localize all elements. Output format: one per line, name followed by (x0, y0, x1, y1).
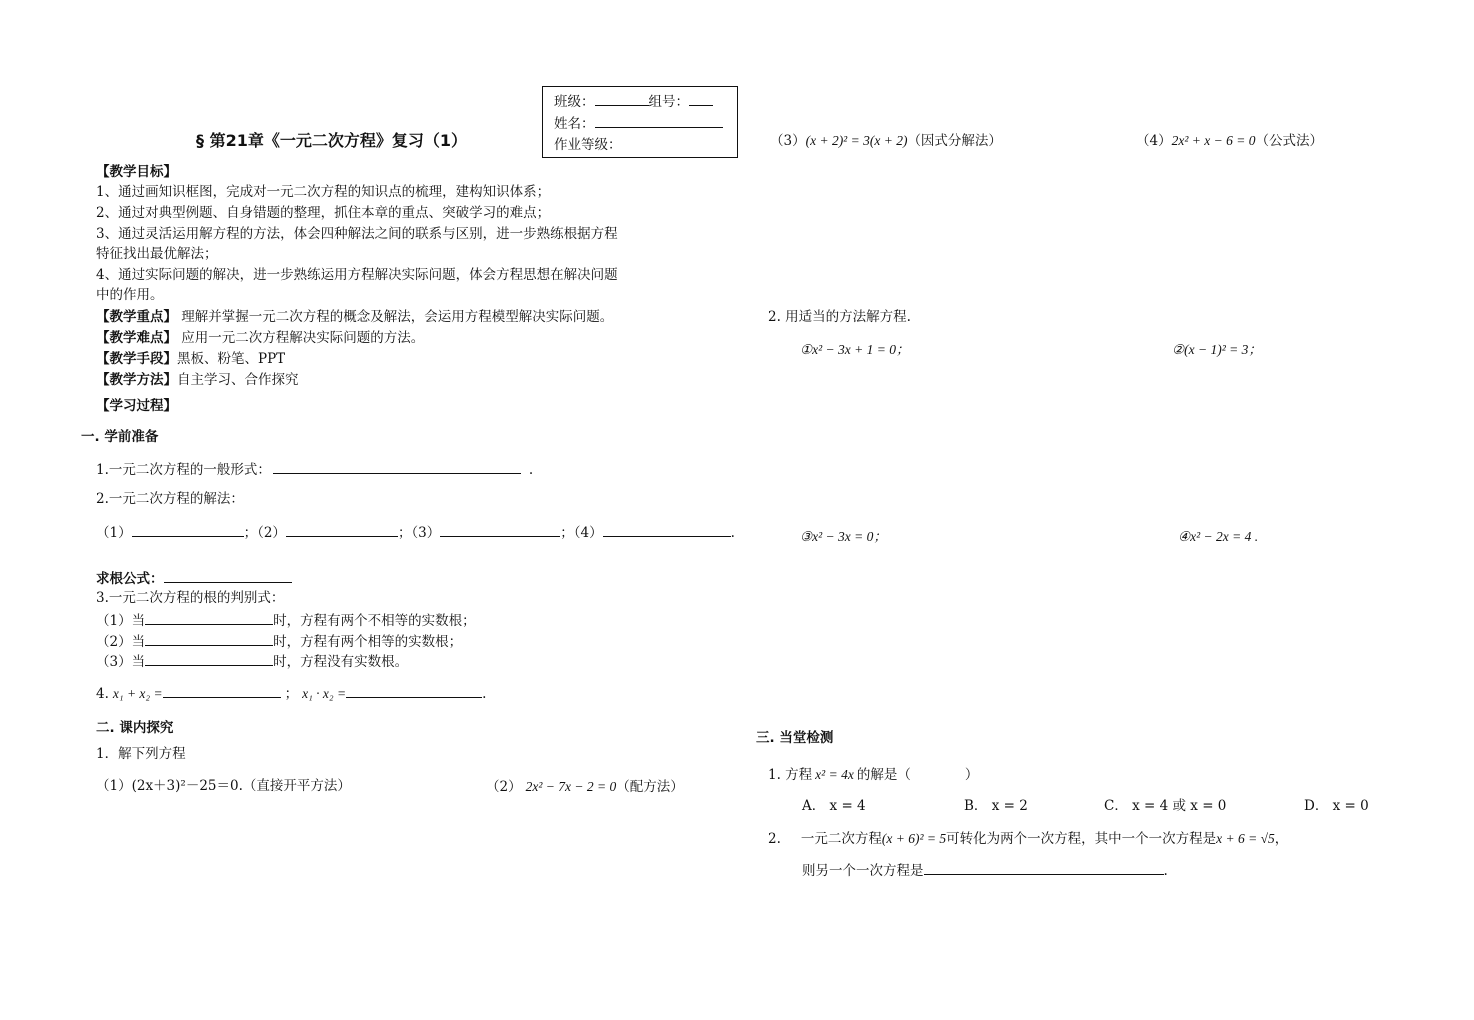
name-blank[interactable] (595, 113, 723, 128)
problem-4: ④x² − 2x = 4 . (1178, 529, 1259, 544)
section3-heading: 三. 当堂检测 (756, 730, 834, 746)
d3-blank[interactable] (145, 651, 273, 666)
option-d[interactable]: D． x = 0 (1304, 798, 1369, 814)
d3-pre: （3）当 (96, 654, 146, 670)
problem-1: ①x² − 3x + 1 = 0； (800, 342, 910, 357)
q4-sep: ； (284, 686, 299, 702)
means-text: 黑板、粉笔、PPT (177, 351, 286, 367)
method4-blank[interactable] (603, 522, 731, 537)
objective-4-line1: 4、通过实际问题的解决，进一步熟练运用方程解决实际问题，体会方程思想在解决问题 (96, 267, 618, 283)
focus-label: 【教学重点】 (96, 309, 177, 325)
method-row (96, 371, 299, 390)
method3-label: ；（3） (397, 525, 441, 541)
problem-3: ③x² − 3x = 0； (800, 529, 887, 544)
s1-q1-end: . (528, 462, 534, 478)
s3-q2-comma: ， (1274, 831, 1289, 847)
objectives-heading: 【教学目标】 (96, 164, 177, 180)
s3-q1-equation: x² = 4x (815, 767, 854, 782)
means-row (96, 350, 285, 369)
eq2-expression: 2x² − 7x − 2 = 0 (525, 779, 617, 794)
s2-eq3 (770, 131, 1002, 151)
q4-end: . (482, 686, 487, 702)
s2-eq4 (1136, 131, 1323, 151)
vieta-sum-blank[interactable] (163, 683, 281, 698)
s2-q2: 2. 用适当的方法解方程. (768, 309, 911, 325)
homework-row (554, 135, 737, 156)
eq2-method: （配方法） (616, 779, 684, 795)
discriminant-3 (96, 651, 408, 672)
s3-q2-pre: 一元二次方程 (800, 831, 882, 847)
method2-blank[interactable] (286, 522, 398, 537)
s3-q2-end: . (1163, 863, 1168, 879)
method1-label: （1） (96, 525, 132, 541)
method4-label: ；（4） (560, 525, 603, 541)
objective-2: 2、通过对典型例题、自身错题的整理，抓住本章的重点、突破学习的难点； (96, 205, 551, 221)
method3-blank[interactable] (440, 522, 560, 537)
difficulty-row (96, 329, 424, 348)
s3-q2-given-equation: x + 6 = √5 (1216, 831, 1275, 846)
formula-label: 求根公式： (96, 571, 164, 587)
s3-q2-line2-label: 则另一个一次方程是 (802, 863, 924, 879)
s3-q1-pre: 1. 方程 (768, 767, 813, 783)
objective-3-line1: 3、通过灵活运用解方程的方法，体会四种解法之间的联系与区别，进一步熟练根据方程 (96, 226, 618, 242)
d2-post: 时，方程有两个相等的实数根； (273, 634, 463, 650)
objective-3-line2: 特征找出最优解法； (96, 246, 218, 262)
discriminant-2 (96, 631, 462, 652)
method1-blank[interactable] (132, 522, 244, 537)
name-row (554, 113, 737, 135)
s2-eq1: （1）(2x＋3)²－25＝0.（直接开平方法） (96, 778, 351, 794)
section2-heading: 二. 课内探究 (96, 720, 174, 736)
group-blank[interactable] (689, 91, 713, 106)
method-label: 【教学方法】 (96, 372, 177, 388)
eq4-expression: 2x² + x − 6 = 0 (1171, 133, 1256, 148)
s3-q2-equation: (x + 6)² = 5 (881, 831, 947, 846)
group-label: 组号： (648, 94, 689, 110)
difficulty-text: 应用一元二次方程解决实际问题的方法。 (177, 330, 425, 346)
s1-q2: 2.一元二次方程的解法： (96, 491, 244, 507)
option-a[interactable]: A． x = 4 (802, 798, 866, 814)
discriminant-1 (96, 610, 476, 631)
d2-pre: （2）当 (96, 634, 146, 650)
option-c[interactable]: C． x = 4 或 x = 0 (1104, 798, 1227, 814)
s3-q2-line1 (768, 829, 1288, 849)
page-title: § 第21章《一元二次方程》复习（1） (196, 131, 467, 150)
class-group-row (554, 91, 737, 113)
s1-q4 (96, 683, 486, 704)
difficulty-label: 【教学难点】 (96, 330, 177, 346)
class-label: 班级： (554, 94, 595, 110)
s1-q1 (96, 459, 533, 480)
problem-2: ②(x − 1)² = 3； (1172, 342, 1262, 357)
d2-blank[interactable] (145, 631, 273, 646)
d1-post: 时，方程有两个不相等的实数根； (273, 613, 476, 629)
vieta-product-blank[interactable] (346, 683, 482, 698)
vieta-product: x₁ · x₂ = (302, 686, 347, 701)
eq3-method: （因式分解法） (907, 133, 1002, 149)
d1-pre: （1）当 (96, 613, 146, 629)
formula-blank[interactable] (164, 568, 292, 583)
other-equation-blank[interactable] (924, 860, 1164, 875)
d1-blank[interactable] (145, 610, 273, 625)
s3-q2-number: 2. (768, 831, 781, 847)
formula-row (96, 568, 292, 589)
method-text: 自主学习、合作探究 (177, 372, 299, 388)
option-b[interactable]: B． x = 2 (964, 798, 1028, 814)
homework-label: 作业等级： (554, 137, 622, 153)
s3-q2-line2 (802, 860, 1168, 881)
s2-eq2 (486, 777, 684, 797)
section1-heading: 一. 学前准备 (81, 429, 159, 445)
s2-q1: 1．解下列方程 (96, 746, 186, 762)
s1-q3: 3.一元二次方程的根的判别式： (96, 590, 285, 606)
s1-methods-row (96, 522, 735, 543)
means-label: 【教学手段】 (96, 351, 177, 367)
s3-q1-post: 的解是（ ） (856, 767, 979, 783)
d3-post: 时，方程没有实数根。 (273, 654, 409, 670)
objective-1: 1、通过画知识框图，完成对一元二次方程的知识点的梳理，建构知识体系； (96, 184, 551, 200)
eq3-number: （3） (770, 133, 806, 149)
class-blank[interactable] (595, 91, 649, 106)
general-form-blank[interactable] (273, 459, 521, 474)
focus-row (96, 308, 613, 327)
s1-q1-label: 1.一元二次方程的一般形式： (96, 462, 271, 478)
s3-q1 (768, 765, 978, 785)
eq4-number: （4） (1136, 133, 1172, 149)
name-label: 姓名： (554, 116, 595, 132)
q4-number: 4. (96, 686, 109, 702)
method2-label: ；（2） (243, 525, 286, 541)
objective-4-line2: 中的作用。 (96, 287, 164, 303)
vieta-sum: x₁ + x₂ = (112, 686, 163, 701)
s3-q2-mid: 可转化为两个一次方程，其中一个一次方程是 (946, 831, 1217, 847)
methods-end: . (730, 525, 735, 541)
eq4-method: （公式法） (1255, 133, 1323, 149)
eq2-number: （2） (486, 779, 522, 795)
student-info-box (542, 86, 738, 158)
eq3-expression: (x + 2)² = 3(x + 2) (805, 133, 908, 148)
focus-text: 理解并掌握一元二次方程的概念及解法，会运用方程模型解决实际问题。 (177, 309, 614, 325)
process-heading: 【学习过程】 (96, 398, 177, 414)
